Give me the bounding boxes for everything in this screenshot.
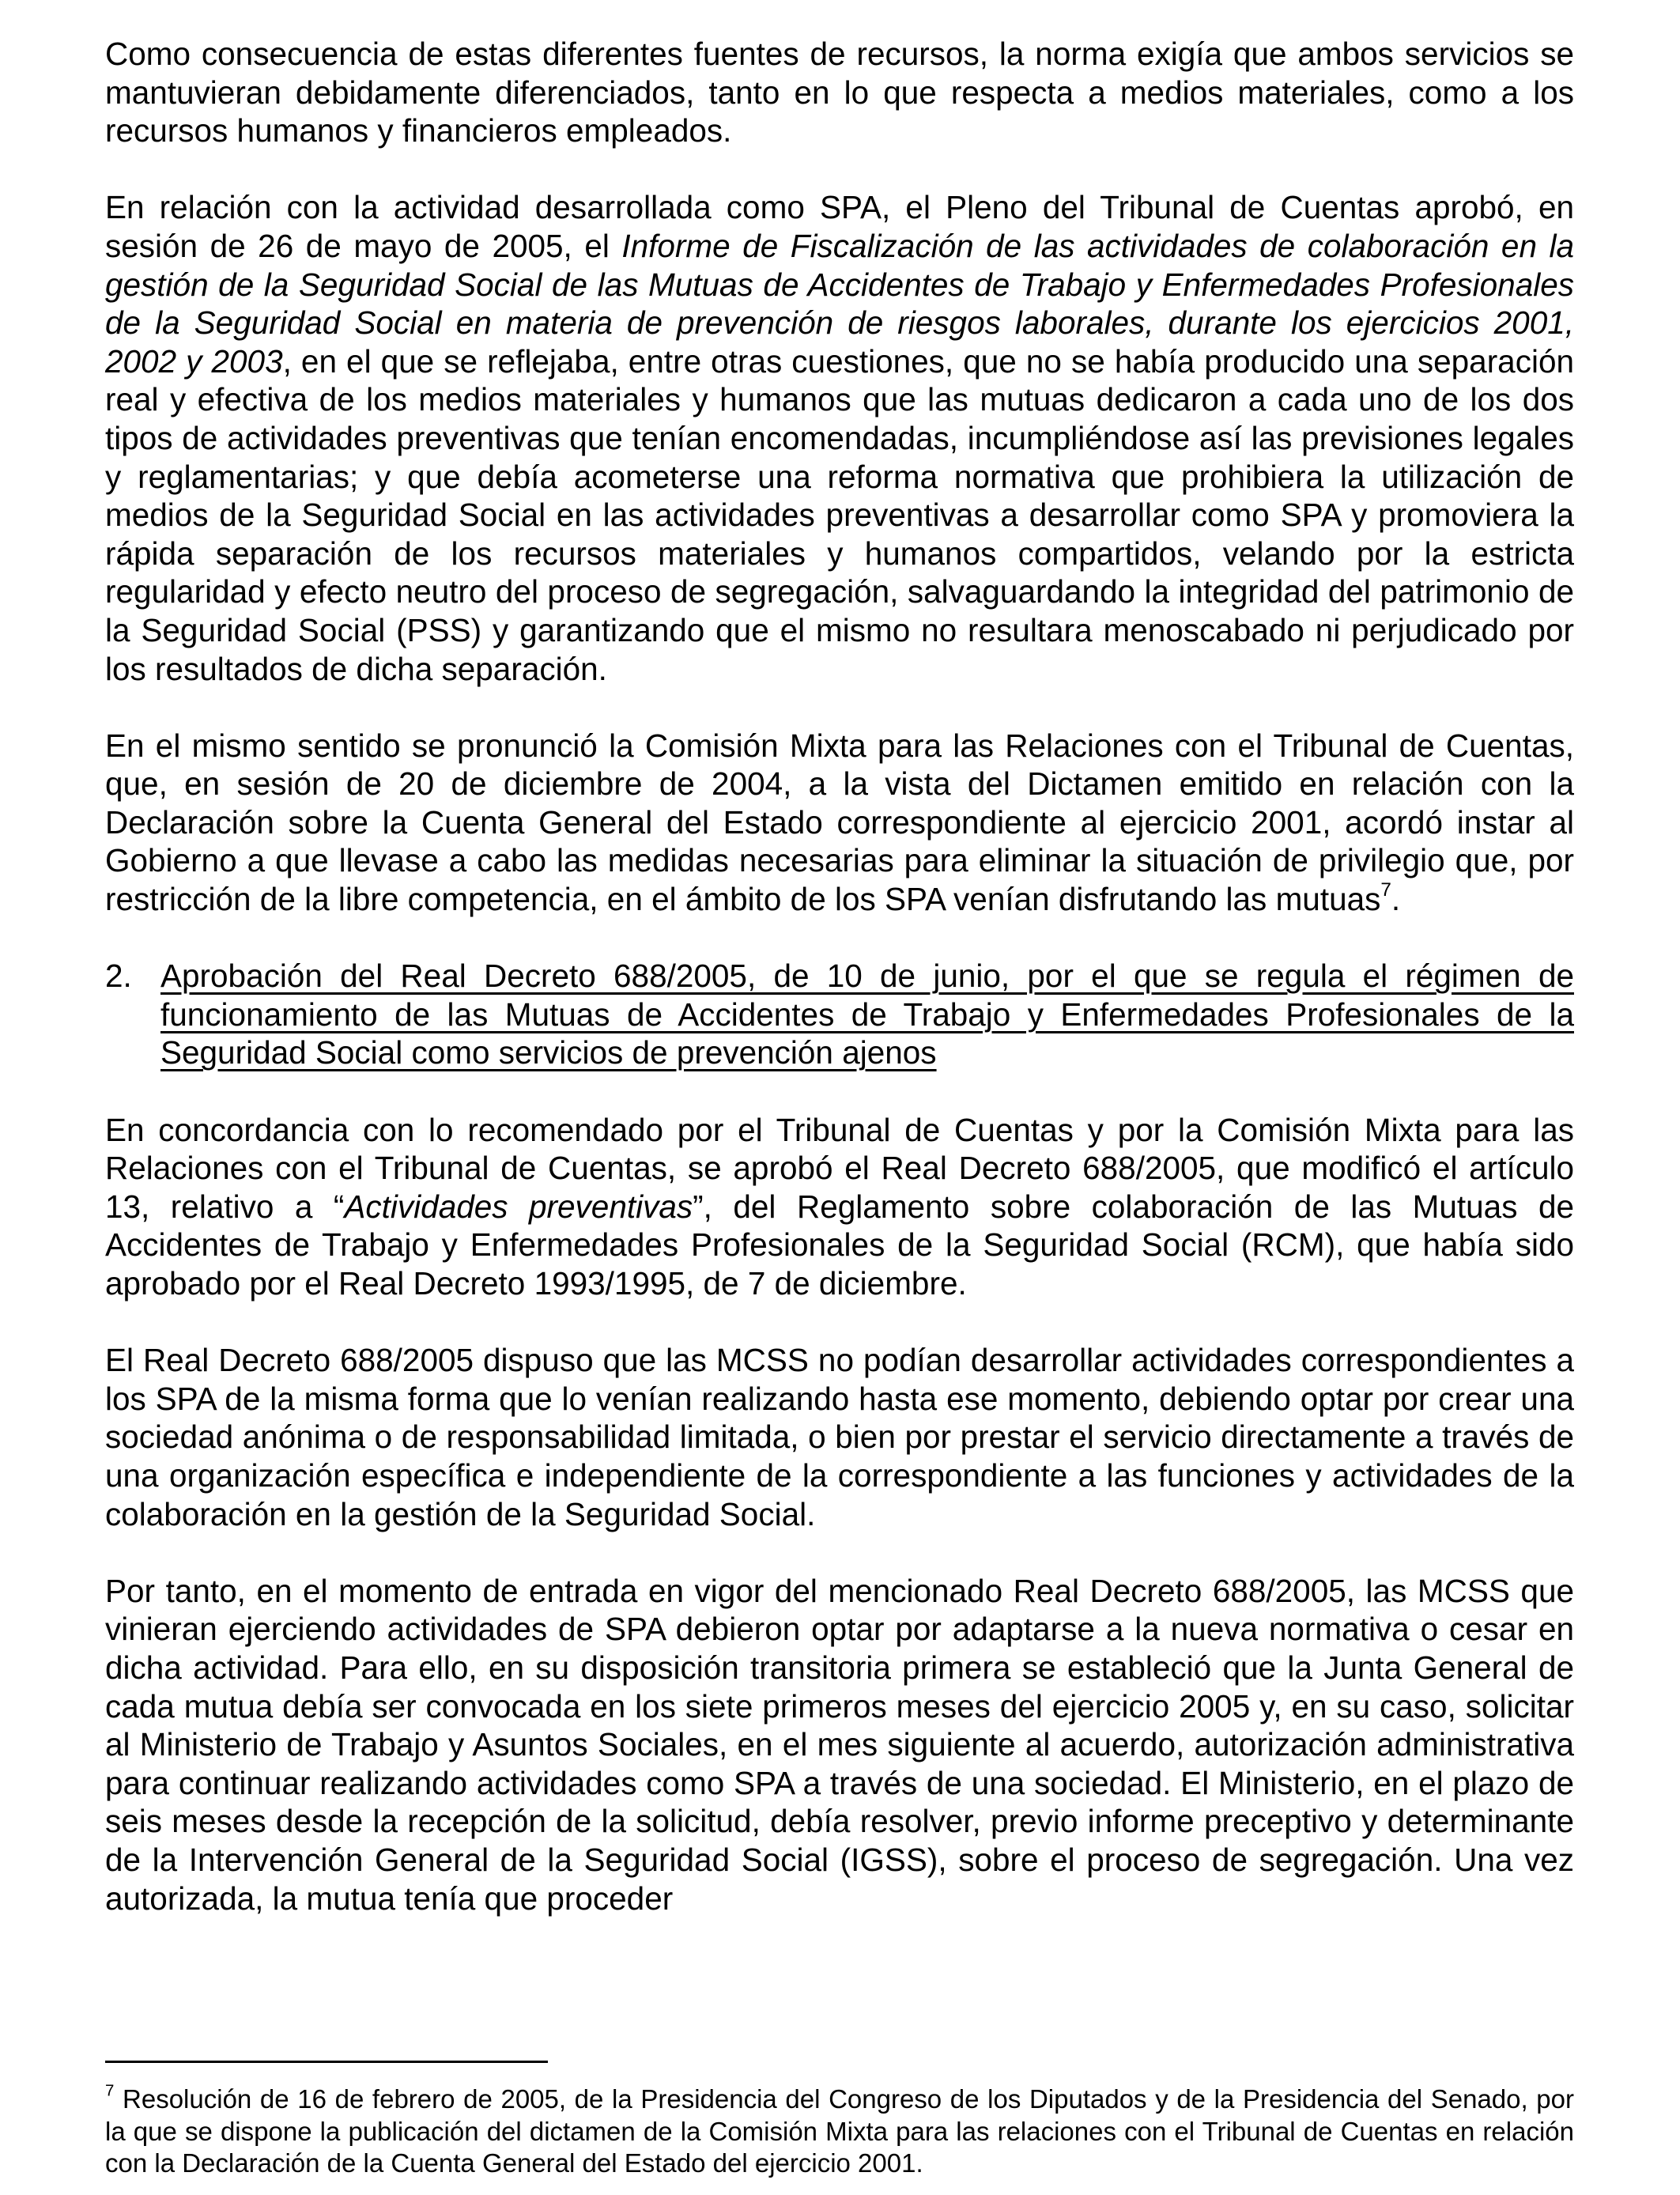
paragraph-text: En concordancia con lo recomendado por el Tribunal de Cuentas y por la Comisión Mixta para las Relaciones con el Tribunal de Cuentas, se aprobó el Real Decreto 688/2005, que modificó el artículo 13, relativo a “ — [105, 1111, 1574, 1225]
report-title: Informe de Fiscalización de las actividades de colaboración en la gestión de la Seguridad Social de las Mutuas de Accidentes de Trabajo y Enfermedades Profesionales de la Seguridad Social en materia de prevención de riesgos laborales, durante los ejercicios 2001, 2002 y 2003 — [105, 227, 1575, 380]
paragraph-text: . — [1391, 881, 1401, 918]
footnote-reference[interactable]: 7 — [1380, 878, 1391, 901]
paragraph-real-decreto-approval — [105, 1111, 1574, 1303]
footnote-text: Resolución de 16 de febrero de 2005, de la Presidencia del Congreso de los Diputados y de la Presidencia del Senado, por la que se dispone la publicación del dictamen de la Comisión Mixta para las relaciones con el Tribunal de Cuentas en relación con la Declaración de la Cuenta General del Estado del ejercicio 2001. — [105, 2084, 1574, 2178]
paragraph-tribunal-report — [105, 188, 1574, 688]
footnote-separator — [105, 2061, 548, 2063]
paragraph-text: ”, del Reglamento sobre colaboración de las Mutuas de Accidentes de Trabajo y Enfermedades Profesionales de la Seguridad Social (RCM), que había sido aprobado por el Real Decreto 1993/1995, de 7 de diciembre. — [105, 1188, 1575, 1302]
section-title: Aprobación del Real Decreto 688/2005, de 10 de junio, por el que se regula el régimen de funcionamiento de las Mutuas de Accidentes de Trabajo y Enfermedades Profesionales de la Seguridad Social como servicios de prevención ajenos — [160, 958, 1574, 1071]
footnote-7 — [105, 2081, 1574, 2180]
footnotes-area — [105, 2061, 1574, 2180]
paragraph-text: En el mismo sentido se pronunció la Comisión Mixta para las Relaciones con el Tribunal de Cuentas, que, en sesión de 20 de diciembre de 2004, a la vista del Dictamen emitido en relación con la Declaración sobre la Cuenta General del Estado correspondiente al ejercicio 2001, acordó instar al Gobierno a que llevase a cabo las medidas necesarias para eliminar la situación de privilegio que, por restricción de la libre competencia, en el ámbito de los SPA venían disfrutando las mutuas — [105, 727, 1574, 918]
quoted-title: Actividades preventivas — [344, 1188, 693, 1225]
paragraph-text: En relación con la actividad desarrollada como SPA, el Pleno del Tribunal de Cuentas aprobó, en sesión de 26 de mayo de 2005, el — [105, 189, 1574, 264]
document-body — [105, 35, 1574, 1917]
section-number: 2. — [105, 958, 132, 995]
paragraph-text: , en el que se reflejaba, entre otras cuestiones, que no se había producido una separación real y efectiva de los medios materiales y humanos que las mutuas dedicaron a cada uno de los dos tipos de actividades preventivas que tenían encomendadas, incumpliéndose así las previsiones legales y reglamentarias; y que debía acometerse una reforma normativa que prohibiera la utilización de medios de la Seguridad Social en las actividades preventivas a desarrollar como SPA y promoviera la rápida separación de los recursos materiales y humanos compartidos, velando por la estricta regularidad y efecto neutro del proceso de segregación, salvaguardando la integridad del patrimonio de la Seguridad Social (PSS) y garantizando que el mismo no resultara menoscabado ni perjudicado por los resultados de dicha separación. — [105, 342, 1574, 687]
section-heading — [105, 957, 1574, 1072]
paragraph-funding-sources: Como consecuencia de estas diferentes fuentes de recursos, la norma exigía que ambos servicios se mantuvieran debidamente diferenciados, tanto en lo que respecta a medios materiales, como a los recursos humanos y financieros empleados. — [105, 36, 1574, 149]
paragraph-transition: Por tanto, en el momento de entrada en vigor del mencionado Real Decreto 688/2005, las MCSS que vinieran ejerciendo actividades de SPA debieron optar por adaptarse a la nueva normativa o cesar en dicha actividad. Para ello, en su disposición transitoria primera se estableció que la Junta General de cada mutua debía ser convocada en los siete primeros meses del ejercicio 2005 y, en su caso, solicitar al Ministerio de Trabajo y Asuntos Sociales, en el mes siguiente al acuerdo, autorización administrativa para continuar realizando actividades como SPA a través de una sociedad. El Ministerio, en el plazo de seis meses desde la recepción de la solicitud, debía resolver, previo informe preceptivo y determinante de la Intervención General de la Seguridad Social (IGSS), sobre el proceso de segregación. Una vez autorizada, la mutua tenía que proceder — [105, 1572, 1574, 1917]
paragraph-real-decreto-provisions: El Real Decreto 688/2005 dispuso que las MCSS no podían desarrollar actividades correspondientes a los SPA de la misma forma que lo venían realizando hasta ese momento, debiendo optar por crear una sociedad anónima o de responsabilidad limitada, o bien por prestar el servicio directamente a través de una organización específica e independiente de la correspondiente a las funciones y actividades de la colaboración en la gestión de la Seguridad Social. — [105, 1342, 1574, 1532]
paragraph-comision-mixta — [105, 727, 1574, 919]
footnote-number: 7 — [105, 2081, 115, 2100]
